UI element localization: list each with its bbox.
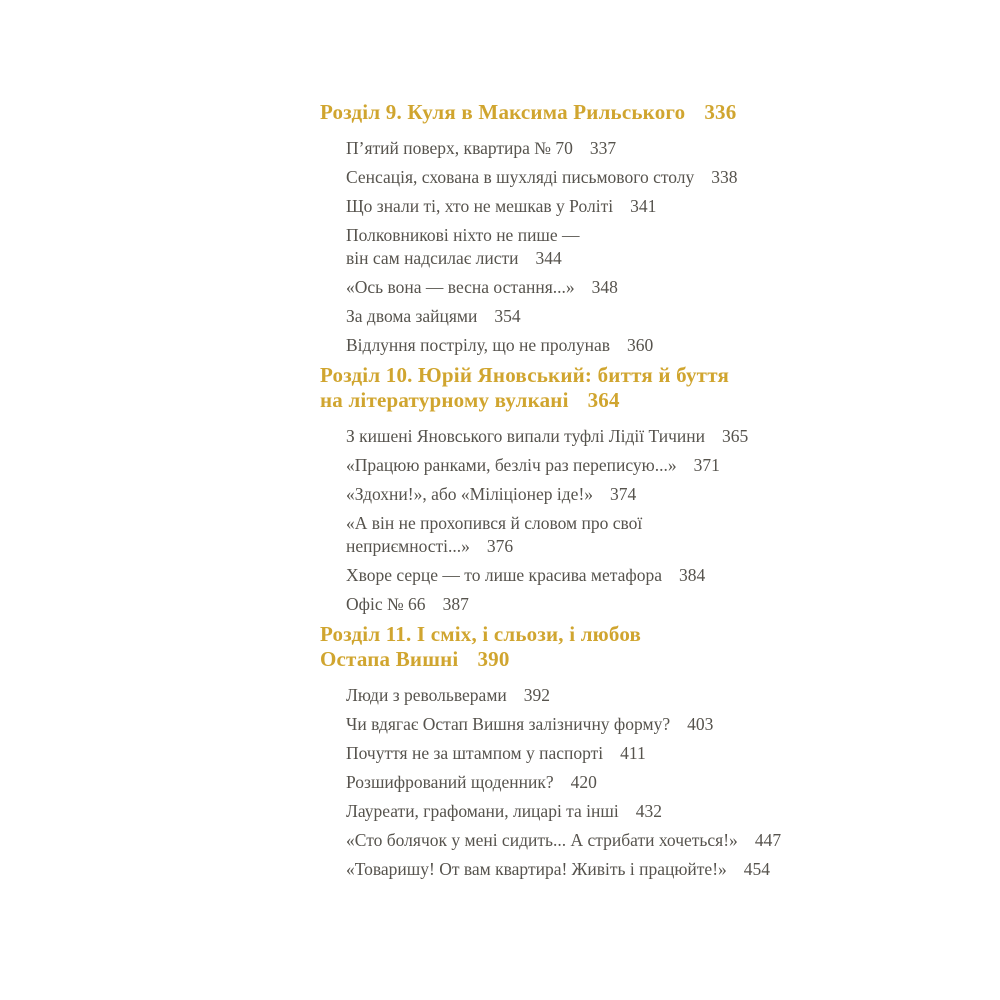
entry-title: Люди з револьверами bbox=[346, 685, 507, 705]
toc-entry bbox=[346, 334, 820, 357]
chapter-page-number: 336 bbox=[704, 100, 737, 124]
entry-title: П’ятий поверх, квартира № 70 bbox=[346, 138, 573, 158]
entry-title: З кишені Яновського випали туфлі Лідії Тичини bbox=[346, 426, 706, 446]
entry-title: Почуття не за штампом у паспорті bbox=[346, 743, 604, 763]
entry-title: Сенсація, схована в шухляді письмового столу bbox=[346, 167, 695, 187]
toc-section-chapter-10 bbox=[320, 363, 820, 616]
entry-title: «Ось вона — весна остання...» bbox=[346, 277, 575, 297]
toc-section-chapter-11 bbox=[320, 622, 820, 881]
chapter-title-line-2: на літературному вулкані bbox=[320, 388, 569, 412]
toc-entry bbox=[346, 137, 820, 160]
toc-entry bbox=[346, 166, 820, 189]
toc-entry bbox=[346, 512, 820, 558]
chapter-page-number: 364 bbox=[587, 388, 620, 412]
entry-page-number: 338 bbox=[711, 167, 738, 187]
entry-title: «Товаришу! От вам квартира! Живіть і працюйте!» bbox=[346, 859, 727, 879]
entry-page-number: 411 bbox=[620, 743, 646, 763]
toc-entry bbox=[346, 771, 820, 794]
entry-title: Що знали ті, хто не мешкав у Роліті bbox=[346, 196, 614, 216]
entry-page-number: 454 bbox=[743, 859, 771, 879]
toc-entry bbox=[346, 684, 820, 707]
toc-entry bbox=[346, 593, 820, 616]
entry-title: «Сто болячок у мені сидить... А стрибати хочеться!» bbox=[346, 830, 738, 850]
chapter-page-number: 390 bbox=[477, 647, 510, 671]
entry-title: Офіс № 66 bbox=[346, 594, 426, 614]
entry-page-number: 371 bbox=[693, 455, 720, 475]
entry-title: За двома зайцями bbox=[346, 306, 478, 326]
entry-page-number: 376 bbox=[486, 536, 514, 556]
toc-section-chapter-9 bbox=[320, 100, 820, 357]
toc-entry bbox=[346, 425, 820, 448]
entry-page-number: 360 bbox=[626, 335, 654, 355]
entry-title: «Працюю ранками, безліч раз переписую...» bbox=[346, 455, 677, 475]
entry-page-number: 403 bbox=[687, 714, 714, 734]
entry-page-number: 365 bbox=[722, 426, 749, 446]
entry-title: Відлуння пострілу, що не пролунав bbox=[346, 335, 610, 355]
toc-entry bbox=[346, 454, 820, 477]
toc-entry bbox=[346, 742, 820, 765]
toc-entry bbox=[346, 224, 820, 270]
entry-page-number: 420 bbox=[570, 772, 597, 792]
entry-page-number: 344 bbox=[535, 248, 562, 268]
toc-entry bbox=[346, 276, 820, 299]
chapter-title: Розділ 9. Куля в Максима Рильського bbox=[320, 100, 686, 124]
toc-entry bbox=[346, 858, 820, 881]
entry-page-number: 392 bbox=[523, 685, 551, 705]
entry-title-line-2: він сам надсилає листи bbox=[346, 248, 519, 268]
chapter-title-line-1: Розділ 10. Юрій Яновський: биття й буття bbox=[320, 363, 729, 387]
entry-title-line-1: Полковникові ніхто не пише — bbox=[346, 225, 580, 245]
entry-title: Хворе серце — то лише красива метафора bbox=[346, 565, 662, 585]
chapter-title-line-2: Остапа Вишні bbox=[320, 647, 459, 671]
entry-page-number: 384 bbox=[678, 565, 706, 585]
entry-page-number: 447 bbox=[754, 830, 782, 850]
entry-page-number: 341 bbox=[630, 196, 657, 216]
chapter-title-line-1: Розділ 11. І сміх, і сльози, і любов bbox=[320, 622, 642, 646]
toc-entry bbox=[346, 564, 820, 587]
toc-entry bbox=[346, 305, 820, 328]
toc-entry bbox=[346, 713, 820, 736]
entry-title-line-2: неприємності...» bbox=[346, 536, 470, 556]
entry-page-number: 354 bbox=[494, 306, 521, 326]
toc-entry bbox=[346, 829, 820, 852]
toc-entry bbox=[346, 800, 820, 823]
entry-title-line-1: «А він не прохопився й словом про свої bbox=[346, 513, 643, 533]
table-of-contents-page bbox=[320, 100, 820, 887]
entry-title: Розшифрований щоденник? bbox=[346, 772, 554, 792]
entry-title: Чи вдягає Остап Вишня залізничну форму? bbox=[346, 714, 671, 734]
entry-page-number: 374 bbox=[610, 484, 637, 504]
chapter-heading bbox=[320, 100, 820, 125]
toc-entry bbox=[346, 195, 820, 218]
entry-title: «Здохни!», або «Міліціонер іде!» bbox=[346, 484, 594, 504]
entry-title: Лауреати, графомани, лицарі та інші bbox=[346, 801, 619, 821]
toc-entry bbox=[346, 483, 820, 506]
chapter-heading bbox=[320, 363, 820, 413]
entry-page-number: 337 bbox=[589, 138, 617, 158]
entry-page-number: 387 bbox=[442, 594, 469, 614]
entry-page-number: 348 bbox=[591, 277, 618, 297]
entry-page-number: 432 bbox=[635, 801, 662, 821]
chapter-heading bbox=[320, 622, 820, 672]
